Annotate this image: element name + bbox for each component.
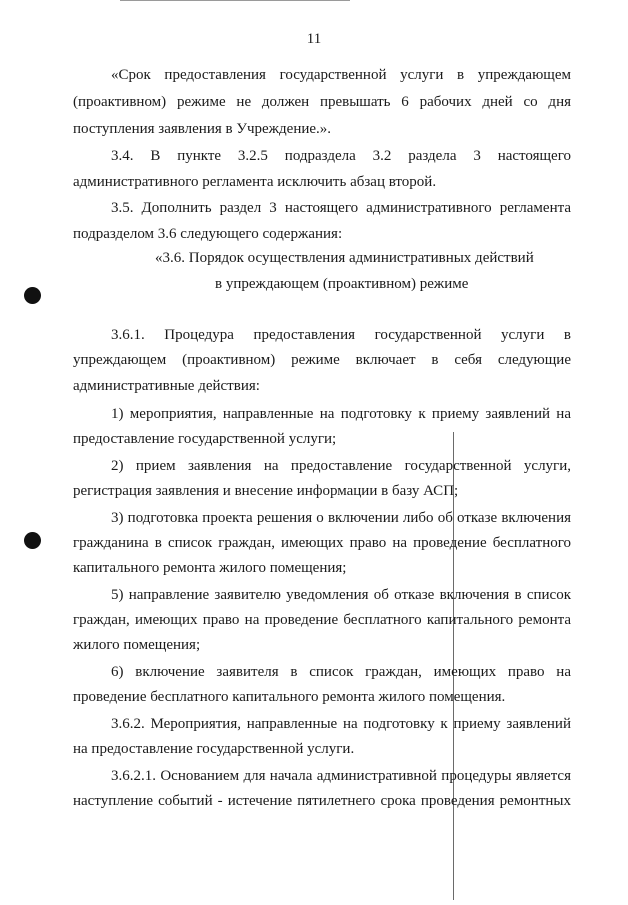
section-heading: «3.6. Порядок осуществления административных действий	[155, 250, 534, 266]
list-item: гражданина в список граждан, имеющих право на проведение бесплатного	[73, 535, 571, 551]
list-item: регистрация заявления и внесение информации в базу АСП;	[73, 483, 459, 499]
list-item: предоставление государственной услуги;	[73, 431, 337, 447]
text-line: 3.6.1. Процедура предоставления государственной услуги в	[111, 327, 571, 343]
text-line: поступления заявления в Учреждение.».	[73, 121, 332, 137]
section-heading: в упреждающем (проактивном) режиме	[215, 276, 469, 292]
text-line: упреждающем (проактивном) режиме включает в себя следующие	[73, 352, 571, 368]
text-line: (проактивном) режиме не должен превышать 6 рабочих дней со дня	[73, 94, 571, 110]
text-line: на предоставление государственной услуги.	[73, 741, 355, 757]
list-item: проведение бесплатного капитального ремонта жилого помещения.	[73, 689, 506, 705]
list-item: 6) включение заявителя в список граждан, имеющих право на	[111, 664, 571, 680]
list-item: капитального ремонта жилого помещения;	[73, 560, 347, 576]
text-line: 3.6.2. Мероприятия, направленные на подготовку к приему заявлений	[111, 716, 571, 732]
text-line: 3.6.2.1. Основанием для начала административной процедуры является	[111, 768, 571, 784]
list-item: 1) мероприятия, направленные на подготовку к приему заявлений на	[111, 406, 571, 422]
page-number: 11	[306, 31, 322, 47]
text-line: подразделом 3.6 следующего содержания:	[73, 226, 343, 242]
text-line: административные действия:	[73, 378, 260, 394]
text-line: административного регламента исключить абзац второй.	[73, 174, 437, 190]
text-line: 3.4. В пункте 3.2.5 подраздела 3.2 раздела 3 настоящего	[111, 148, 571, 164]
list-item: 3) подготовка проекта решения о включении либо об отказе включения	[111, 510, 571, 526]
punch-hole-upper	[24, 287, 41, 304]
list-item: жилого помещения;	[73, 637, 201, 653]
scan-top-edge	[120, 0, 350, 1]
list-item: граждан, имеющих право на проведение бесплатного капитального ремонта	[73, 612, 571, 628]
list-item: 5) направление заявителю уведомления об отказе включения в список	[111, 587, 571, 603]
text-line: 3.5. Дополнить раздел 3 настоящего административного регламента	[111, 200, 571, 216]
text-line: наступление событий - истечение пятилетнего срока проведения ремонтных	[73, 793, 571, 809]
list-item: 2) прием заявления на предоставление государственной услуги,	[111, 458, 571, 474]
punch-hole-lower	[24, 532, 41, 549]
text-line: «Срок предоставления государственной услуги в упреждающем	[111, 67, 571, 83]
